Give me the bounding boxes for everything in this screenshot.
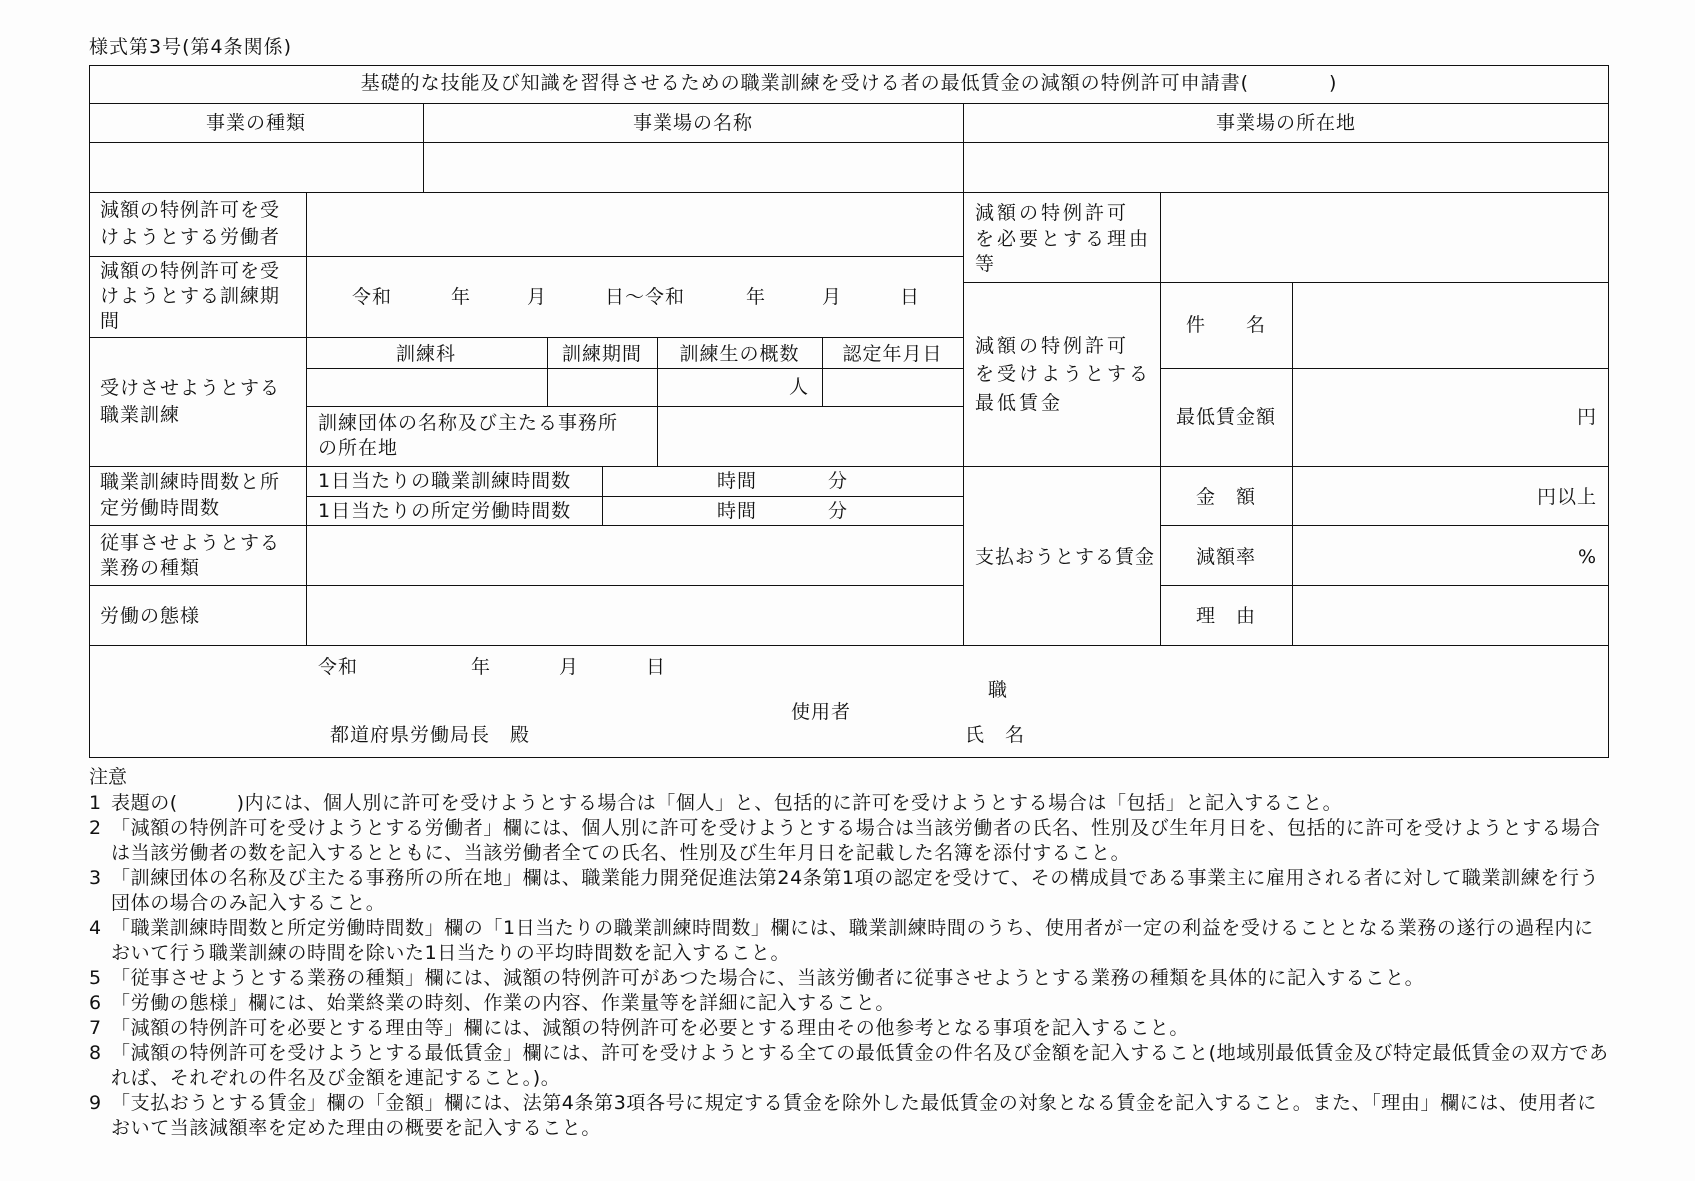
divider: [1160, 368, 1609, 369]
footer-month: 月: [559, 656, 580, 678]
note-item: [89, 916, 1609, 966]
period-label-line2: けようとする訓練期: [100, 285, 281, 307]
working-hours-unit: 時間: [717, 500, 758, 522]
note-number: 4: [89, 917, 102, 939]
note-number: 9: [89, 1092, 102, 1114]
note-text: 表題の( )内には、個人別に許可を受けようとする場合は「個人」と、包括的に許可を受けようとする場合は「包括」と記入すること。: [111, 792, 1343, 814]
note-number: 6: [89, 992, 102, 1014]
amount-label: 金 額: [1195, 486, 1256, 508]
employer-signature-input[interactable]: [1040, 670, 1600, 750]
worker-label-line2: けようとする労働者: [100, 226, 281, 248]
note-number: 3: [89, 867, 102, 889]
duty-type-input[interactable]: [308, 527, 961, 583]
pay-label: 支払おうとする賃金: [975, 546, 1156, 568]
note-text: 「訓練団体の名称及び主たる事務所の所在地」欄は、職業能力開発促進法第24条第1項の認定を受けて、その構成員である事業主に雇用される者に対して職業訓練を行う団体の場合のみ記入すること。: [111, 867, 1600, 914]
note-number: 8: [89, 1042, 102, 1064]
workplace-name-input[interactable]: [425, 144, 961, 190]
divider: [963, 103, 964, 192]
amount-unit: 円以上: [1536, 486, 1597, 508]
divider: [89, 525, 963, 526]
divider: [657, 337, 658, 466]
work-style-input[interactable]: [308, 587, 961, 643]
working-hours-label: 1日当たりの所定労働時間数: [318, 500, 572, 522]
note-number: 7: [89, 1017, 102, 1039]
reason-label-line1: 減額の特例許可: [975, 202, 1130, 224]
hours-label-line1: 職業訓練時間数と所: [100, 471, 281, 493]
reason-label-line3: 等: [975, 253, 996, 275]
header-business-type: 事業の種類: [205, 112, 306, 134]
footer-day: 日: [646, 656, 667, 678]
header-workplace-name: 事業場の名称: [632, 112, 753, 134]
reason-label-line2: を必要とする理由: [975, 228, 1152, 250]
minwage-label-line3: 最低賃金: [975, 392, 1064, 414]
form-number: 様式第3号(第4条関係): [89, 36, 293, 58]
note-item: [89, 791, 1609, 816]
case-name-input[interactable]: [1294, 284, 1607, 366]
training-hours-unit: 時間: [717, 470, 758, 492]
training-hours-input[interactable]: [604, 468, 961, 494]
notes-heading: 注意: [89, 766, 128, 788]
note-item: [89, 991, 1609, 1016]
divider: [89, 466, 963, 467]
period-label-line3: 間: [100, 310, 121, 332]
period-day-start-era-end: 日～令和: [605, 286, 686, 308]
divider: [306, 368, 963, 369]
divider: [1160, 585, 1609, 586]
training-hours-label: 1日当たりの職業訓練時間数: [318, 470, 572, 492]
col-trainee-count: 訓練生の概数: [679, 343, 800, 365]
reason-sub-input[interactable]: [1294, 587, 1607, 643]
divider: [89, 585, 963, 586]
reason-input[interactable]: [1162, 194, 1607, 280]
col-certification-date: 認定年月日: [842, 343, 943, 365]
note-text: 「減額の特例許可を必要とする理由等」欄には、減額の特例許可を必要とする理由その他参考となる事項を記入すること。: [111, 1017, 1190, 1039]
reason-sub-label: 理 由: [1195, 605, 1256, 627]
employer-label: 使用者: [791, 701, 852, 723]
divider: [89, 256, 963, 257]
note-item: [89, 1091, 1609, 1141]
note-item: [89, 966, 1609, 991]
divider: [822, 337, 823, 406]
divider: [423, 103, 424, 192]
header-workplace-location: 事業場の所在地: [1215, 112, 1356, 134]
note-item: [89, 1016, 1609, 1041]
divider: [602, 466, 603, 525]
org-input[interactable]: [659, 408, 961, 464]
worker-label-line1: 減額の特例許可を受: [100, 199, 281, 221]
divider: [89, 103, 1609, 104]
notes-section: [89, 765, 1609, 1141]
training-label-line1: 受けさせようとする: [100, 377, 281, 399]
note-item: [89, 866, 1609, 916]
note-text: 「支払おうとする賃金」欄の「金額」欄には、法第4条第3項各号に規定する賃金を除外した最低賃金の対象となる賃金を記入すること。また、「理由」欄には、使用者において当該減額率を定めた理由の概要を記入すること。: [111, 1092, 1597, 1139]
period-year-start: 年: [451, 286, 472, 308]
training-period-input[interactable]: [549, 370, 655, 404]
worker-input[interactable]: [308, 194, 961, 254]
period-day-end: 日: [900, 286, 921, 308]
divider: [547, 337, 548, 406]
divider: [306, 192, 307, 645]
period-month-end: 月: [822, 286, 843, 308]
workplace-location-input[interactable]: [965, 144, 1607, 190]
divider: [89, 645, 1609, 646]
working-minutes-unit: 分: [828, 500, 849, 522]
divider: [89, 337, 963, 338]
note-text: 「職業訓練時間数と所定労働時間数」欄の「1日当たりの職業訓練時間数」欄には、職業訓練時間のうち、使用者が一定の利益を受けることとなる業務の遂行の過程内において行う職業訓練の時間を除いた1日当たりの平均時間数を記入すること。: [111, 917, 1594, 964]
note-number: 5: [89, 967, 102, 989]
divider: [89, 142, 1609, 143]
divider: [963, 282, 1609, 283]
divider: [963, 192, 964, 645]
position-label: 職: [988, 679, 1009, 701]
certification-date-input[interactable]: [824, 370, 961, 404]
hours-label-line2: 定労働時間数: [100, 497, 221, 519]
col-training-course: 訓練科: [395, 343, 456, 365]
period-label-line1: 減額の特例許可を受: [100, 260, 281, 282]
case-name-label: 件 名: [1185, 314, 1266, 336]
footer-era: 令和: [318, 656, 359, 678]
note-text: 「減額の特例許可を受けようとする労働者」欄には、個人別に許可を受けようとする場合は当該労働者の氏名、性別及び生年月日を、包括的に許可を受けようとする場合は当該労働者の数を記入するとともに、当該労働者全ての氏名、性別及び生年月日を記載した名簿を添付すること。: [111, 817, 1601, 864]
rate-unit: %: [1577, 546, 1597, 568]
name-label: 氏 名: [965, 724, 1026, 746]
note-text: 「労働の態様」欄には、始業終業の時刻、作業の内容、作業量等を詳細に記入すること。: [111, 992, 896, 1014]
period-month-start: 月: [527, 286, 548, 308]
period-era-start: 令和: [352, 286, 393, 308]
footer-year: 年: [471, 656, 492, 678]
duty-label-line1: 従事させようとする: [100, 532, 281, 554]
form-title: 基礎的な技能及び知識を習得させるための職業訓練を受ける者の最低賃金の減額の特例許可申請書( ): [360, 72, 1338, 94]
work-style-label: 労働の態様: [100, 605, 201, 627]
org-label-line2: の所在地: [318, 437, 399, 459]
working-hours-input[interactable]: [604, 498, 961, 524]
divider: [306, 496, 963, 497]
minwage-amount-label: 最低賃金額: [1175, 406, 1276, 428]
minwage-amount-unit: 円: [1576, 406, 1597, 428]
training-course-input[interactable]: [308, 370, 545, 404]
divider: [1160, 525, 1609, 526]
note-number: 2: [89, 817, 102, 839]
duty-label-line2: 業務の種類: [100, 557, 201, 579]
training-label-line2: 職業訓練: [100, 404, 181, 426]
divider: [963, 466, 1609, 467]
org-label-line1: 訓練団体の名称及び主たる事務所: [318, 412, 619, 434]
note-text: 「従事させようとする業務の種類」欄には、減額の特例許可があつた場合に、当該労働者に従事させようとする業務の種類を具体的に記入すること。: [111, 967, 1425, 989]
note-text: 「減額の特例許可を受けようとする最低賃金」欄には、許可を受けようとする全ての最低賃金の件名及び金額を記入すること(地域別最低賃金及び特定最低賃金の双方であれば、それぞれの件名及び金額を連記すること。)。: [111, 1042, 1609, 1089]
minwage-label-line1: 減額の特例許可: [975, 335, 1130, 357]
period-year-end: 年: [746, 286, 767, 308]
divider: [1292, 282, 1293, 645]
divider: [89, 192, 1609, 193]
note-item: [89, 816, 1609, 866]
minwage-label-line2: を受けようとする: [975, 363, 1152, 385]
training-minutes-unit: 分: [828, 470, 849, 492]
business-type-input[interactable]: [91, 144, 421, 190]
trainee-unit: 人: [788, 376, 809, 398]
note-number: 1: [89, 792, 102, 814]
note-item: [89, 1041, 1609, 1091]
addressee: 都道府県労働局長 殿: [330, 724, 531, 746]
rate-label: 減額率: [1195, 546, 1256, 568]
col-training-period: 訓練期間: [561, 343, 642, 365]
divider: [306, 406, 963, 407]
